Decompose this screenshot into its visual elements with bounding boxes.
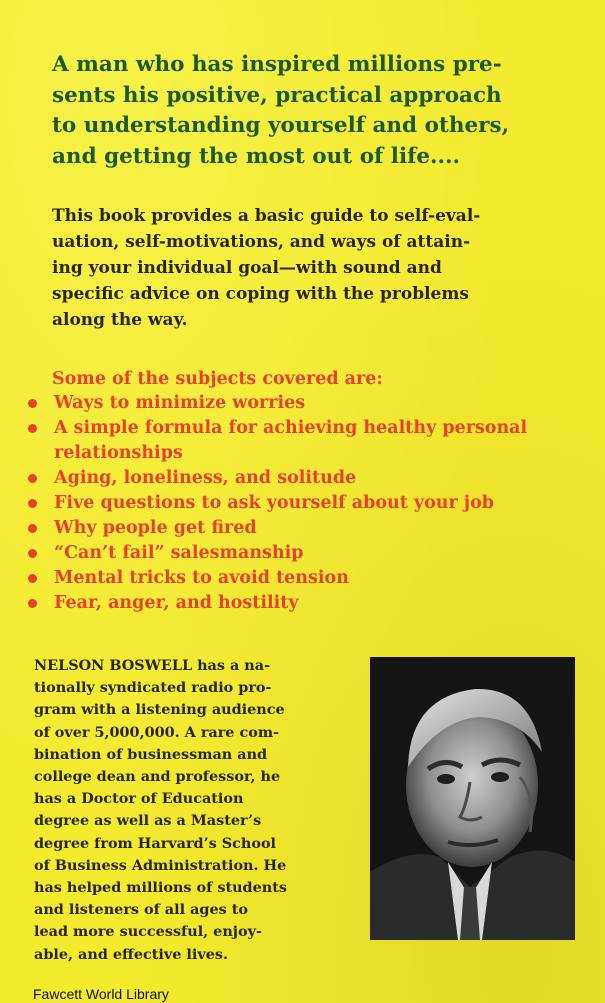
bullet-icon (28, 549, 37, 558)
bio-line: of over 5,000,000. A rare com- (34, 723, 280, 741)
bio-line: gram with a listening audience (34, 701, 285, 719)
bio-line: NELSON BOSWELL has a na- (34, 657, 271, 674)
bullet-icon (28, 524, 37, 533)
bio-line: able, and effective lives. (34, 945, 228, 963)
subject-text: Fear, anger, and hostility (54, 593, 299, 613)
subject-text: Why people get fired (54, 518, 257, 538)
subject-text: “Can’t fail” salesmanship (54, 543, 304, 563)
subject-text: A simple formula for achieving healthy personal relationships (54, 418, 528, 463)
subject-item (26, 466, 586, 491)
subject-text: Five questions to ask yourself about your job (54, 493, 495, 513)
bio-line: and listeners of all ages to (34, 901, 248, 919)
subject-item (26, 591, 586, 616)
bio-line: degree from Harvard’s School (34, 834, 277, 852)
bio-line: college dean and professor, he (34, 768, 281, 786)
description-line: ing your individual goal—with sound and (52, 258, 442, 278)
headline-line: A man who has inspired millions pre- (52, 52, 502, 77)
bio-line: of Business Administration. He (34, 856, 287, 874)
subject-item (26, 391, 586, 416)
bullet-icon (28, 599, 37, 608)
subject-item (26, 491, 586, 516)
subject-text: Aging, loneliness, and solitude (54, 468, 357, 488)
bio-line: tionally syndicated radio pro- (34, 679, 272, 697)
bullet-icon (28, 399, 37, 408)
description-line: specific advice on coping with the problems (52, 284, 469, 304)
author-bio (34, 655, 340, 966)
bullet-icon (28, 574, 37, 583)
bio-line: degree as well as a Master’s (34, 812, 262, 830)
bio-line: lead more successful, enjoy- (34, 923, 262, 941)
subject-item (26, 516, 586, 541)
bullet-icon (28, 474, 37, 483)
subject-item (26, 566, 586, 591)
bullet-icon (28, 499, 37, 508)
subject-item (26, 541, 586, 566)
bullet-icon (28, 424, 37, 433)
subjects-list (26, 391, 586, 616)
subject-text: Ways to minimize worries (54, 393, 306, 413)
bio-line: has helped millions of students (34, 879, 287, 897)
subjects-title: Some of the subjects covered are: (52, 369, 383, 389)
book-description (52, 203, 580, 333)
author-photo (370, 657, 575, 940)
description-line: This book provides a basic guide to self-eval- (52, 206, 481, 226)
headline-line: to understanding yourself and others, (52, 113, 510, 138)
headline (52, 50, 582, 172)
bio-line: has a Doctor of Education (34, 790, 244, 808)
subject-item (26, 416, 586, 466)
description-line: uation, self-motivations, and ways of attain- (52, 232, 471, 252)
author-portrait-image (370, 657, 575, 940)
headline-line: and getting the most out of life.... (52, 143, 460, 169)
subject-text: Mental tricks to avoid tension (54, 568, 349, 588)
description-line: along the way. (52, 310, 188, 330)
headline-line: sents his positive, practical approach (52, 82, 502, 108)
bio-line: bination of businessman and (34, 745, 268, 763)
publisher-name: Fawcett World Library (33, 986, 169, 1002)
